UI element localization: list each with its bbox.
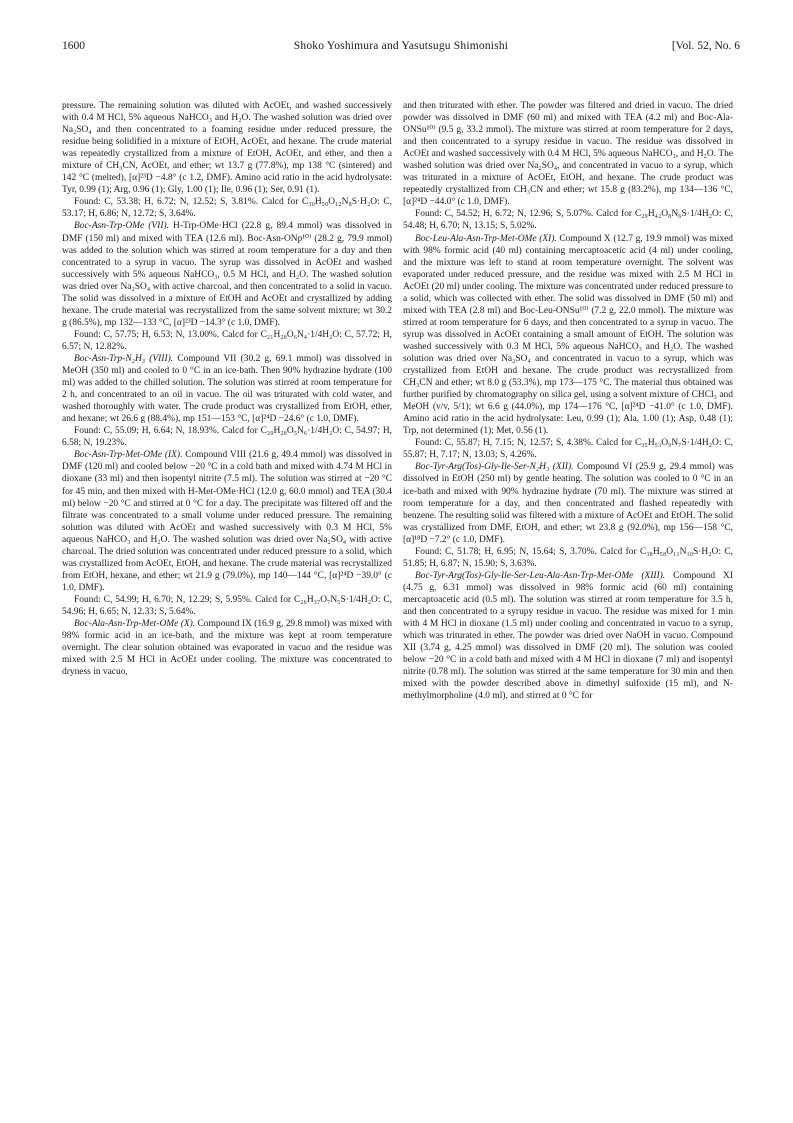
paragraph-text: Found: C, 51.78; H, 6.95; N, 15.64; S, 3.70%. Calcd for C₃₈H₅₈O₁₁N₁₀S·H₂O: C, 51.85; H, 6.87; N, 15.90; S, 3.63%. xyxy=(403,546,733,569)
paragraph-text: Compound VII (30.2 g, 69.1 mmol) was dissolved in MeOH (350 ml) and cooled to 0 °C in an ice-bath. Then 90% hydrazine hydrate (100 ml) was added to the chilled solution. The solution was stirred at room temperature for 2 h, and concentrated to an oil in vacuo. The oil was triturated with cold water, and washed thoroughly with water. The crude product was crystallized from EtOH, ether, and hexane; wt 26.6 g (88.4%), mp 151—153 °C, [α]²⁴D −24.6° (c 1.0, DMF). xyxy=(62,353,393,425)
volume-info: [Vol. 52, No. 6 xyxy=(671,40,740,52)
compound-paragraph xyxy=(62,220,392,328)
compound-title: Boc-Asn-Trp-Met-OMe (IX). xyxy=(74,450,183,461)
compound-paragraph xyxy=(62,449,392,594)
compound-paragraph xyxy=(62,618,392,678)
compound-paragraph xyxy=(62,353,392,425)
paragraph-text: Found: C, 55.09; H, 6.64; N, 18.93%. Calcd for C₂₀H₂₈O₅N₆·1/4H₂O: C, 54.97; H, 6.58; N, 19.23%. xyxy=(62,426,392,449)
page-header xyxy=(62,40,740,56)
compound-title: Boc-Ala-Asn-Trp-Met-OMe (X). xyxy=(74,619,196,630)
compound-title: Boc-Asn-Trp-N₂H₃ (VIII). xyxy=(74,353,174,364)
right-column xyxy=(403,100,733,702)
page-number: 1600 xyxy=(62,40,85,52)
running-authors: Shoko Yoshimura and Yasutsugu Shimonishi xyxy=(293,40,509,52)
paragraph-text: Found: C, 55.87; H, 7.15; N, 12.57; S, 4.38%. Calcd for C₃₅H₅₃O₉N₇S·1/4H₂O: C, 55.87; H, 7.17; N, 13.03; S, 4.26%. xyxy=(403,438,733,461)
paragraph-text: Compound VIII (21.6 g, 49.4 mmol) was dissolved in DMF (120 ml) and cooled below −20 °C in a cold bath and mixed with 4.74 M HCl in dioxane (33 ml) and then isopentyl nitrite (7.5 ml). The solution was stirred at −20 °C for 45 min, and then mixed with H-Met-OMe·HCl (12.0 g, 60.0 mmol) and TEA (30.4 ml) below −20 °C and stirred at 0 °C for a day. The precipitate was filtered off and the filtrate was concentrated to a small volume under reduced pressure. The remaining solution was diluted with AcOEt and washed successively with 0.3 M HCl, 5% aqueous NaHCO₃ and H₂O. The washed solution was dried over Na₂SO₄ with active charcoal. The dried solution was concentrated under reduced pressure to a solid, which was crystallized from AcOEt, EtOH, and hexane. The crude material was recrystallized from EtOH, hexane, and ether; wt 21.9 g (79.0%), mp 140—144 °C, [α]²⁴D −39.0° (c 1.0, DMF). xyxy=(62,450,392,593)
compound-paragraph xyxy=(403,461,733,545)
elemental-analysis xyxy=(62,329,392,353)
paragraph-text: H-Trp-OMe·HCl (22.8 g, 89.4 mmol) was dissolved in DMF (150 ml) and mixed with TEA (12.6 ml). Boc-Asn-ONp¹⁰⁾ (28.2 g, 79.9 mmol) was added to the solution which was stirred at room temperature for a day and then concentrated to a syrup in vacuo. The syrup was dissolved in AcOEt and washed successively with 5% aqueous NaHCO₃, 0.5 M HCl, and H₂O. The washed solution was dried over Na₂SO₄ with active charcoal, and then concentrated to a solid in vacuo. The solid was dissolved in a mixture of EtOH and AcOEt and crystallized by adding hexane. The crude material was recrystallized from the same solvent mixture; wt 30.2 g (86.5%), mp 132—133 °C, [α]²³D −14.3° (c 1.0, DMF). xyxy=(62,221,393,328)
continued-paragraph xyxy=(62,100,392,196)
paragraph-text: Found: C, 54.99; H, 6.70; N, 12.29; S, 5.95%. Calcd for C₂₆H₃₇O₇N₅S·1/4H₂O: C, 54.96; H, 6.65; N, 12.33; S, 5.64%. xyxy=(62,594,392,617)
elemental-analysis xyxy=(62,425,392,449)
compound-title: Boc-Tyr-Arg(Tos)-Gly-Ile-Ser-N₂H₃ (XII). xyxy=(415,462,574,473)
compound-paragraph xyxy=(403,233,733,438)
paragraph-text: Compound VI (25.9 g, 29.4 mmol) was dissolved in EtOH (250 ml) by gentle heating. The solution was cooled to 0 °C in an ice-bath and mixed with 90% hydrazine hydrate (70 ml). The mixture was stirred at room temperature for a day, and then concentrated and flashed repeatedly with benzene. The resulting solid was filtered with a mixture of AcOEt and EtOH. The solid was crystallized from DMF, EtOH, and ether; wt 23.8 g (92.0%), mp 156—158 °C, [α]¹⁸D −7.2° (c 1.0, DMF). xyxy=(403,462,733,545)
paragraph-text: Found: C, 57.75; H, 6.53; N, 13.00%. Calcd for C₂₁H₂₈O₆N₄·1/4H₂O: C, 57.72; H, 6.57; N, 12.82%. xyxy=(62,329,392,352)
paragraph-text: Found: C, 54.52; H, 6.72; N, 12.96; S, 5.07%. Calcd for C₂₉H₄₂O₈N₆S·1/4H₂O: C, 54.48; H, 6.70; N, 13.15; S, 5.02%. xyxy=(403,209,733,232)
compound-title: Boc-Leu-Ala-Asn-Trp-Met-OMe (XI). xyxy=(415,233,557,244)
compound-title: Boc-Asn-Trp-OMe (VII). xyxy=(74,221,169,232)
elemental-analysis xyxy=(62,196,392,220)
elemental-analysis xyxy=(403,437,733,461)
elemental-analysis xyxy=(403,546,733,570)
elemental-analysis xyxy=(403,208,733,232)
continued-paragraph xyxy=(403,100,733,208)
paragraph-text: Found: C, 53.38; H, 6.72; N, 12.52; S, 3.81%. Calcd for C₃₀H₅₀O₁₂N₈S·H₂O: C, 53.17; H, 6.86; N, 12.72; S, 3.64%. xyxy=(62,197,392,220)
paragraph-text: and then triturated with ether. The powder was filtered and dried in vacuo. The dried powder was dissolved in DMF (60 ml) and mixed with TEA (4.2 ml) and Boc-Ala-ONSu¹⁰⁾ (9.5 g, 33.2 mmol). The mixture was stirred at room temperature for 2 days, and then concentrated to a syrupy residue in vacuo. The residue was dissolved in AcOEt and washed successively with 0.4 M HCl, 5% aqueous NaHCO₃, and H₂O. The washed solution was dried over Na₂SO₄, and concentrated in vacuo to a syrup, which was triturated in a mixture of AcOEt, EtOH, and hexane. The crude product was repeatedly crystallized from CH₃CN and ether; wt 15.8 g (83.2%), mp 134—136 °C, [α]²⁴D −44.0° (c 1.0, DMF). xyxy=(403,101,733,208)
compound-paragraph xyxy=(403,570,733,703)
compound-title: Boc-Tyr-Arg(Tos)-Gly-Ile-Ser-Leu-Ala-Asn-Trp-Met-OMe (XIII). xyxy=(415,570,666,581)
paragraph-text: Compound IX (16.9 g, 29.8 mmol) was mixed with 98% formic acid in an ice-bath, and the mixture was kept at room temperature overnight. The clear solution obtained was evaporated in vacuo and the residue was mixed with 2.5 M HCl in AcOEt under cooling. The mixture was concentrated to dryness in vacuo, xyxy=(62,619,392,678)
left-column xyxy=(62,100,392,678)
paragraph-text: Compound XI (4.75 g, 6.31 mmol) was dissolved in 98% formic acid (60 ml) containing mercaptoacetic acid (0.5 ml). The solution was stirred at room temperature for 3.5 h, and then concentrated to a syrupy residue in vacuo. The residue was mixed for 1 min with 4 M HCl in dioxane (1.5 ml) under cooling and concentrated in vacuo to a syrup, which was triturated in ether. The powder was dried over NaOH in vacuo. Compound XII (3.74 g, 4.25 mmol) was dissolved in DMF (20 ml). The solution was cooled below −20 °C in a cold bath and mixed with 4 M HCl in dioxane (7 ml) and isopentyl nitrite (0.78 ml). The solution was stirred at the same temperature for 30 min and then mixed with the powder described above in dimethyl sulfoxide (15 ml), and N-methylmorpholine (4.0 ml), and stirred at 0 °C for xyxy=(403,570,733,702)
paragraph-text: pressure. The remaining solution was diluted with AcOEt, and washed successively with 0.4 M HCl, 5% aqueous NaHCO₃ and H₂O. The washed solution was dried over Na₂SO₄ and then concentrated to a foaming residue under reduced pressure, the residue being solidified in a mixture of EtOH, AcOEt, and hexane. The crude material was repeatedly crystallized from a mixture of EtOH, AcOEt, and ether, and then a mixture of CH₃CN, AcOEt, and ether; wt 13.7 g (77.8%), mp 138 °C (sintered) and 142 °C (melted), [α]²³D −4.8° (c 1.2, DMF). Amino acid ratio in the acid hydrolysate: Tyr, 0.99 (1); Arg, 0.96 (1); Gly, 1.00 (1); Ile, 0.96 (1); Ser, 0.91 (1). xyxy=(62,101,392,196)
paragraph-text: Compound X (12.7 g, 19.9 mmol) was mixed with 98% formic acid (40 ml) containing mercaptoacetic acid (4 ml) under cooling, and the mixture was left to stand at room temperature overnight. The solvent was evaporated under reduced pressure, and the residue was mixed with 2.5 M HCl in AcOEt (20 ml) under cooling. The mixture was concentrated under reduced pressure to a solid, which was collected with ether. The solid was dissolved in DMF (50 ml) and mixed with TEA (2.8 ml) and Boc-Leu-ONSu¹⁰⁾ (7.2 g, 22.0 mmol). The mixture was stirred at room temperature for 6 days, and then concentrated to a syrup in vacuo. The syrup was dissolved in AcOEt containing a small amount of EtOH. The solution was washed successively with 0.3 M HCl, 5% aqueous NaHCO₃ and H₂O. The washed solution was dried over Na₂SO₄ and concentrated in vacuo to a syrup, which was crystallized from EtOH and hexane. The crude product was recrystallized from CH₃CN and ether; wt 8.0 g (53.3%), mp 173—175 °C. The material thus obtained was further purified by chromatography on silica gel, using a solvent mixture of CHCl₃ and MeOH (v/v, 5/1); wt 6.6 g (44.0%), mp 174—176 °C, [α]²⁴D −41.0° (c 1.0, DMF). Amino acid ratio in the acid hydrolysate: Leu, 0.99 (1); Ala, 1.00 (1); Asp, 0.48 (1); Trp, not determined (1); Met, 0.56 (1). xyxy=(403,233,733,437)
elemental-analysis xyxy=(62,594,392,618)
